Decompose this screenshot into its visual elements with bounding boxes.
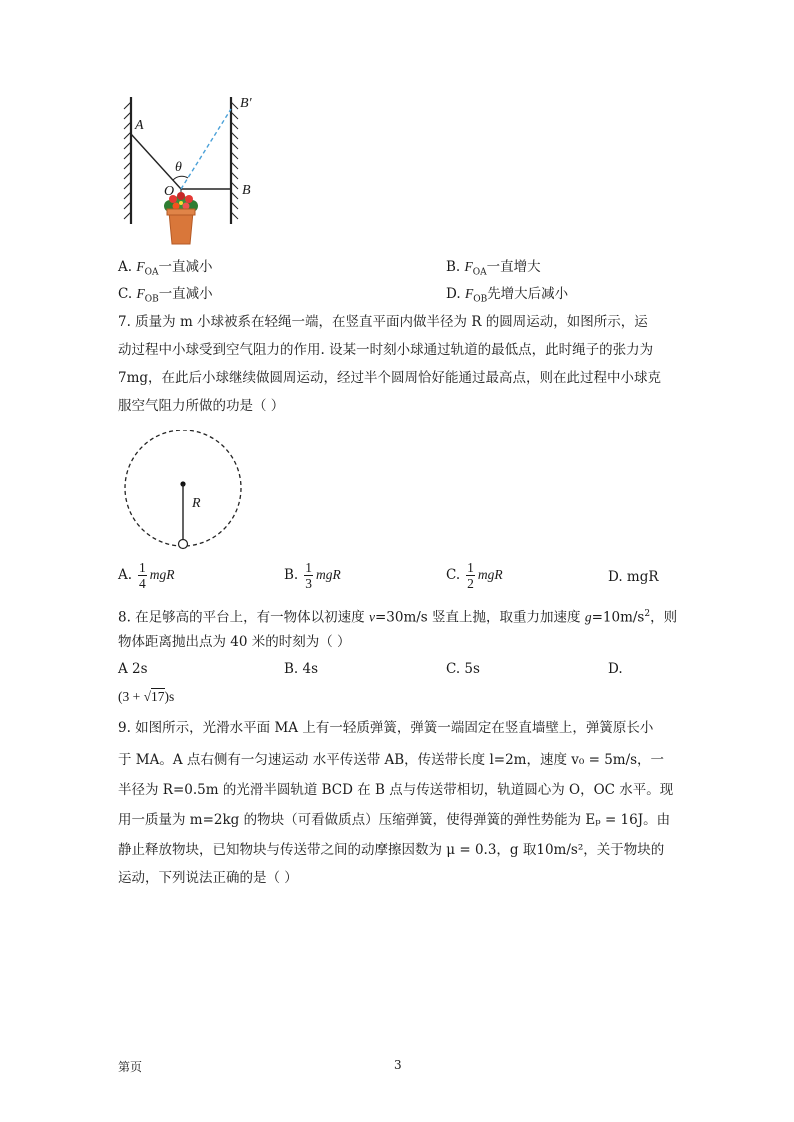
q6-option-c: C. $F_{OB}$一直减小 bbox=[118, 286, 213, 305]
q9-line-2: 于 MA。A 点右侧有一匀速运动 水平传送带 AB，传送带长度 l=2m，速度 v₀ = 5m/s，一 bbox=[118, 752, 665, 768]
q7-option-a-num: 1 bbox=[139, 560, 146, 575]
q8-option-a: A 2s bbox=[118, 661, 148, 677]
q6-option-a-prefix: A. bbox=[118, 259, 137, 275]
footer-label: 第页 bbox=[118, 1060, 143, 1074]
q8-option-d-2b: 17 bbox=[151, 689, 165, 704]
q7-option-b-num: 1 bbox=[305, 560, 312, 575]
q7-option-b bbox=[284, 560, 341, 591]
q7-option-d: D. mgR bbox=[608, 569, 659, 585]
label-o: O bbox=[164, 184, 175, 199]
q9-line-1: 9. 如图所示，光滑水平面 MA 上有一轻质弹簧，弹簧一端固定在竖直墙壁上，弹簧原长小 bbox=[118, 720, 654, 736]
q6-option-a-sub: OA bbox=[144, 267, 159, 278]
q6-option-a: A. $F_{OA}$一直减小 bbox=[118, 259, 213, 278]
q7-option-c-tail: mgR bbox=[477, 567, 503, 582]
q7-figure bbox=[118, 430, 253, 555]
q6-option-b-text: 一直增大 bbox=[486, 259, 541, 275]
q6-option-b-sub: OA bbox=[472, 267, 487, 278]
q7-option-a-tail: mgR bbox=[149, 567, 175, 582]
page-number: 3 bbox=[394, 1058, 402, 1072]
q6-option-c-text: 一直减小 bbox=[158, 286, 213, 302]
q6-option-c-prefix: C. bbox=[118, 286, 137, 302]
q6-option-d-sub: OB bbox=[473, 294, 488, 305]
q8-line-1a: 8. 在足够高的平台上，有一物体以初速度 bbox=[118, 609, 369, 626]
q8-option-d-2c: )s bbox=[164, 689, 175, 704]
q7-option-b-tail: mgR bbox=[315, 567, 341, 582]
label-theta: θ bbox=[175, 160, 182, 175]
q7-line-4: 服空气阻力所做的功是（ ） bbox=[118, 398, 285, 414]
q6-option-d: D. $F_{OB}$先增大后减小 bbox=[446, 286, 569, 305]
q7-figure-label-r: R bbox=[192, 496, 201, 511]
q6-option-a-text: 一直减小 bbox=[158, 259, 213, 275]
q8-option-d-2a: (3 + bbox=[118, 689, 144, 704]
q6-figure bbox=[118, 92, 278, 252]
q9-line-5: 静止释放物块，已知物块与传送带之间的动摩擦因数为 μ = 0.3，g 取10m/s²，关于物块的 bbox=[118, 842, 665, 858]
q9-line-4: 用一质量为 m=2kg 的物块（可看做质点）压缩弹簧，使得弹簧的弹性势能为 Eₚ = 16J。由 bbox=[118, 812, 671, 828]
label-a: A bbox=[135, 118, 144, 133]
q6-option-b-prefix: B. bbox=[446, 259, 465, 275]
label-bprime: B′ bbox=[240, 96, 252, 111]
label-b: B bbox=[242, 183, 251, 198]
q7-option-b-den: 3 bbox=[305, 576, 312, 591]
q7-line-3: 7mg，在此后小球继续做圆周运动，经过半个圆周恰好能通过最高点，则在此过程中小球克 bbox=[118, 370, 662, 386]
q8-option-d-value: (3 + √17)s bbox=[118, 689, 175, 704]
q8-option-d: D. bbox=[608, 661, 623, 677]
q7-option-c-den: 2 bbox=[467, 576, 474, 591]
q8-line-1 bbox=[118, 604, 677, 628]
q7-option-a-den: 4 bbox=[139, 576, 146, 591]
q7-line-1: 7. 质量为 m 小球被系在轻绳一端，在竖直平面内做半径为 R 的圆周运动，如图所示，运 bbox=[118, 314, 648, 330]
q7-option-a bbox=[118, 560, 175, 591]
q8-v: v bbox=[368, 609, 375, 625]
q8-option-b: B. 4s bbox=[284, 661, 319, 677]
q7-option-c-num: 1 bbox=[467, 560, 474, 575]
q8-g: g bbox=[584, 609, 592, 625]
q8-line-1d: ，则 bbox=[650, 609, 678, 626]
q8-sq: 2 bbox=[644, 609, 651, 619]
q9-line-3: 半径为 R=0.5m 的光滑半圆轨道 BCD 在 B 点与传送带相切，轨道圆心为 O，OC 水平。现 bbox=[118, 782, 674, 798]
q6-option-d-text: 先增大后减小 bbox=[487, 286, 569, 302]
q7-option-c bbox=[446, 560, 503, 591]
q8-line-2: 物体距离抛出点为 40 米的时刻为（ ） bbox=[118, 634, 351, 650]
q7-line-2: 动过程中小球受到空气阻力的作用. 设某一时刻小球通过轨道的最低点，此时绳子的张力为 bbox=[118, 342, 654, 358]
q9-line-6: 运动，下列说法正确的是（ ） bbox=[118, 870, 298, 886]
q7-option-c-prefix: C. bbox=[446, 567, 461, 583]
q6-option-d-prefix: D. bbox=[446, 286, 465, 302]
q8-option-c: C. 5s bbox=[446, 661, 480, 677]
q6-option-c-sub: OB bbox=[144, 294, 159, 305]
q7-option-a-prefix: A. bbox=[118, 567, 133, 583]
q8-line-1b: =30m/s 竖直上抛，取重力加速度 bbox=[374, 609, 585, 626]
q8-line-1c: =10m/s bbox=[591, 609, 645, 626]
q7-option-b-prefix: B. bbox=[284, 567, 299, 583]
q6-option-b: B. $F_{OA}$一直增大 bbox=[446, 259, 541, 278]
